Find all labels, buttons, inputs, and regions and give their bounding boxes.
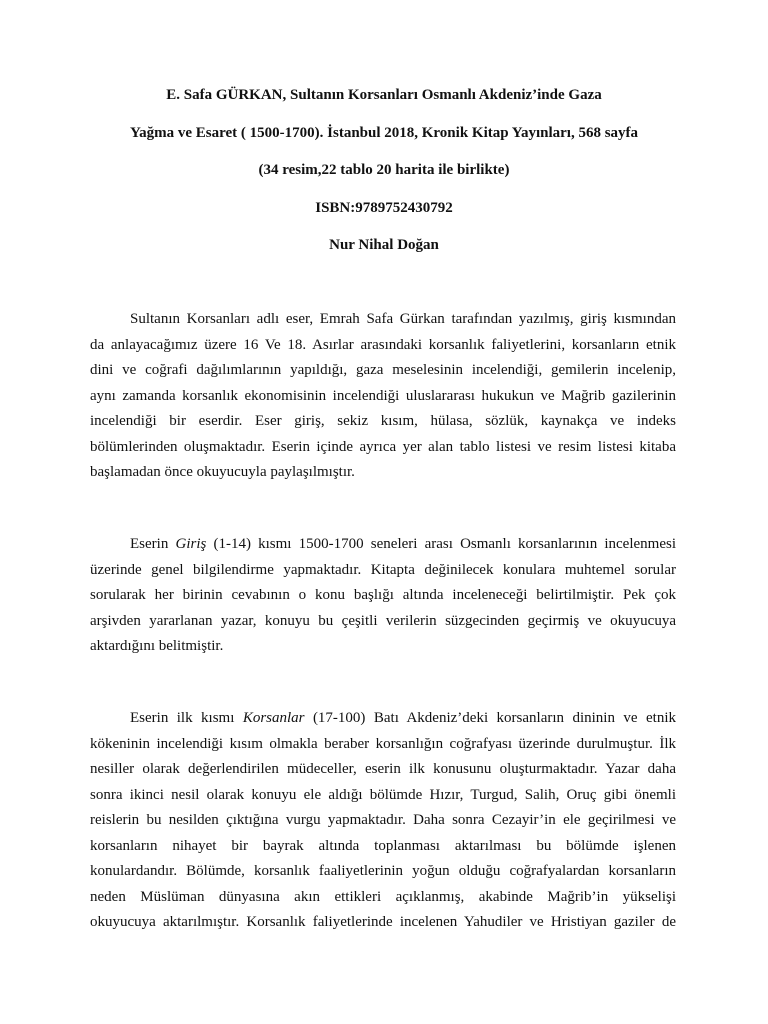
paragraph-line: sonra ikinci nesil olarak konuyu ele aldığı bölümde Hızır, Turgud, Salih, Oruç gibi önemli	[90, 786, 676, 803]
isbn-line: ISBN:9789752430792	[315, 200, 453, 216]
paragraph-text: (1-14) kısmı 1500-1700 seneleri arası Osmanlı korsanlarının incelenmesi	[206, 536, 676, 552]
paragraph-line: nesiller olarak değerlendirilen müdeceller, eserin ilk konusunu oluşturmaktadır. Yazar daha	[90, 761, 676, 777]
paragraph-text: Eserin ilk kısmı	[130, 710, 243, 726]
paragraph-text: Eserin	[130, 536, 176, 552]
paragraph-text: (17-100) Batı Akdeniz’deki korsanların dininin ve etnik	[304, 710, 676, 726]
paragraph-line: kökeninin incelendiği kısım olmakla beraber korsanlığın coğrafyası üzerinde durulmuştur. İlk	[90, 735, 676, 752]
paragraph-line: Sultanın Korsanları adlı eser, Emrah Safa Gürkan tarafından yazılmış, giriş kısmından	[130, 311, 676, 327]
review-author: Nur Nihal Doğan	[329, 237, 439, 253]
section-title-italic: Giriş	[175, 536, 207, 552]
paragraph-line	[90, 706, 676, 732]
paragraph-line: incelendiği bir eserdir. Eser giriş, sekiz kısım, hülasa, sözlük, kaynakça ve indeks	[90, 413, 676, 429]
paragraph-line: bölümlerinden oluşmaktadır. Eserin içinde ayrıca yer alan tablo listesi ve resim listesi kitaba	[90, 438, 676, 455]
book-details-line: (34 resim,22 tablo 20 harita ile birlikte)	[258, 162, 510, 178]
paragraph-line: aktardığını belitmiştir.	[90, 638, 224, 654]
paragraph-line: okuyucuya aktarılmıştır. Korsanlık faliyetlerinde incelenen Yahudiler ve Hristiyan gaziler de	[90, 914, 676, 930]
paragraph-line: konulardandır. Bölümde, korsanlık faaliyetlerinin yoğun olduğu coğrafyalardan korsanların	[90, 863, 676, 879]
paragraph-line: arşivden yararlanan yazar, konuyu bu çeşitli verilerin süzgecinden geçirmiş ve okuyucuya	[90, 612, 676, 629]
paragraph-line: neden Müslüman dünyasına akın ettikleri açıklanmış, akabinde Mağrib’in yükselişi	[90, 888, 676, 905]
paragraph-line: reislerin bu nesilden çıktığına vurgu yapmaktadır. Daha sonra Cezayir’in ele geçirilmesi ve	[90, 812, 676, 828]
book-title-line-1: E. Safa GÜRKAN, Sultanın Korsanları Osmanlı Akdeniz’inde Gaza	[166, 87, 602, 103]
paragraph-line: aynı zamanda korsanlık ekonomisinin incelendiği uluslararası hukukun ve Mağrib gazilerinin	[90, 387, 676, 404]
paragraph-line: dini ve coğrafi dağılımlarının yapıldığı, gaza meselesinin incelendiği, gemilerin incelenip,	[90, 362, 676, 378]
paragraph-giris	[90, 532, 676, 660]
paragraph-line	[90, 532, 676, 558]
paragraph-line: sorularak her birinin cevabının o konu başlığı altında inceleneceği belirtilmiştir. Pek çok	[90, 587, 676, 603]
paragraph-line: başlamadan önce okuyucuyla paylaşılmıştır.	[90, 464, 355, 480]
paragraph-line: üzerinde genel bilgilendirme yapmaktadır. Kitapta değinilecek konulara muhtemel sorular	[90, 561, 676, 578]
paragraph-line: da anlayacağımız üzere 16 Ve 18. Asırlar arasındaki korsanlık faliyetlerini, korsanların etnik	[90, 336, 676, 353]
paragraph-korsanlar	[90, 706, 676, 936]
paragraph-line: korsanların nihayet bir bayrak altında toplanması aktarılması bu bölümde işlenen	[90, 837, 676, 854]
paragraph-intro	[90, 307, 676, 486]
section-title-italic: Korsanlar	[242, 710, 305, 726]
book-title-line-2: Yağma ve Esaret ( 1500-1700). İstanbul 2018, Kronik Kitap Yayınları, 568 sayfa	[129, 125, 639, 141]
